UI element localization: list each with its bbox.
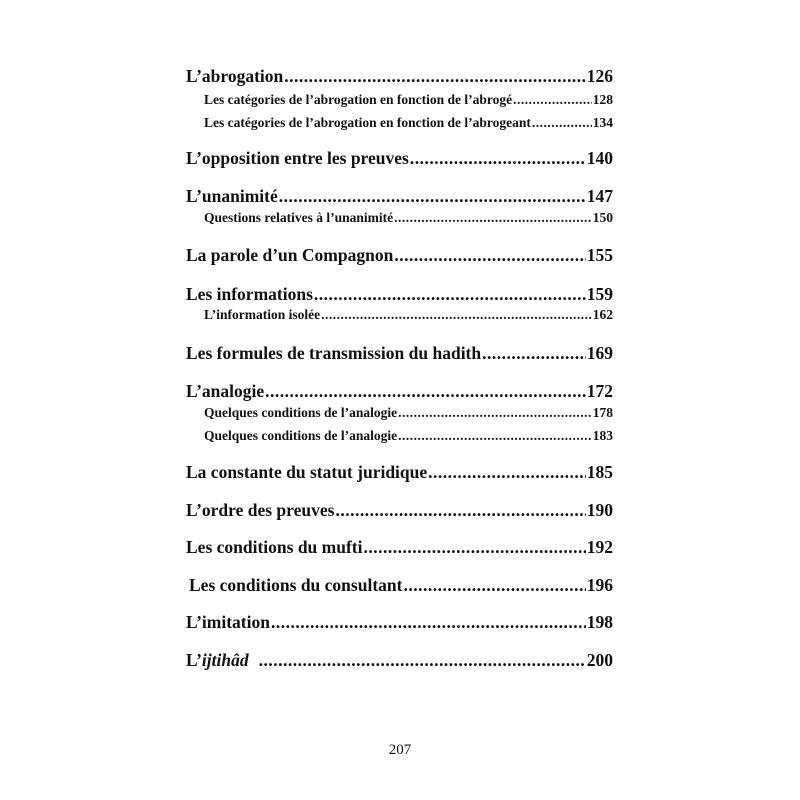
toc-entry-imitation bbox=[186, 612, 613, 633]
toc-entry-title: Les informations bbox=[186, 284, 313, 304]
toc-subentry-abrogation-abroge bbox=[204, 92, 613, 108]
toc-entry-title: L’unanimité bbox=[186, 186, 278, 206]
toc-entry-title: L’abrogation bbox=[186, 66, 284, 86]
toc-entry-title-prefix: L’ bbox=[186, 650, 202, 670]
toc-entry-opposition bbox=[186, 148, 613, 169]
toc-entry-page: 198 bbox=[586, 612, 613, 632]
toc-subentry-page: 128 bbox=[592, 92, 613, 107]
toc-entry-title: Les conditions du consultant bbox=[189, 575, 403, 595]
toc-entry-title: L’analogie bbox=[186, 381, 265, 401]
toc-entry-page: 126 bbox=[586, 66, 613, 86]
toc-entry-title: L’ordre des preuves bbox=[186, 500, 335, 520]
toc-entry-page: 190 bbox=[586, 500, 613, 520]
toc-entry-constante bbox=[186, 462, 613, 483]
dot-leader bbox=[410, 148, 586, 169]
dot-leader bbox=[394, 210, 592, 226]
toc-subentry-title: Quelques conditions de l’analogie bbox=[204, 405, 398, 420]
dot-leader bbox=[265, 381, 586, 402]
toc-subentry-title: Quelques conditions de l’analogie bbox=[204, 428, 398, 443]
toc-subentry-unanimite-questions bbox=[204, 210, 613, 226]
toc-entry-title-italic: ijtihâd bbox=[201, 650, 249, 670]
dot-leader bbox=[271, 612, 586, 633]
dot-leader bbox=[314, 284, 586, 305]
dot-leader bbox=[321, 307, 592, 323]
dot-leader bbox=[482, 343, 586, 364]
dot-leader bbox=[513, 92, 592, 108]
toc-entry-page: 196 bbox=[586, 575, 613, 595]
dot-leader bbox=[428, 462, 586, 483]
toc-subentry-title: Les catégories de l’abrogation en fonction de l’abrogeant bbox=[204, 115, 531, 130]
toc-entry-ordre bbox=[186, 500, 613, 521]
toc-subentry-page: 162 bbox=[592, 307, 613, 322]
dot-leader bbox=[284, 66, 586, 87]
toc-subentry-title: Les catégories de l’abrogation en fonction de l’abrogé bbox=[204, 92, 513, 107]
toc-subentry-analogie-conditions-2 bbox=[204, 428, 613, 444]
toc-entry-informations bbox=[186, 284, 613, 305]
toc-entry-title: Les formules de transmission du hadith bbox=[186, 343, 482, 363]
dot-leader bbox=[403, 575, 585, 596]
toc-entry-ijtihad bbox=[186, 650, 613, 671]
toc-entry-parole bbox=[186, 245, 613, 266]
toc-subentry-information-isolee bbox=[204, 307, 613, 323]
toc-entry-page: 159 bbox=[586, 284, 613, 304]
toc-entry-title: L’opposition entre les preuves bbox=[186, 148, 409, 168]
toc-entry-page: 147 bbox=[586, 186, 613, 206]
toc-entry-page: 155 bbox=[586, 245, 613, 265]
toc-subentry-title: Questions relatives à l’unanimité bbox=[204, 210, 394, 225]
toc-subentry-title: L’information isolée bbox=[204, 307, 321, 322]
toc-entry-page: 200 bbox=[586, 650, 613, 670]
toc-entry-title: La constante du statut juridique bbox=[186, 462, 428, 482]
toc-subentry-page: 150 bbox=[592, 210, 613, 225]
toc-entry-analogie bbox=[186, 381, 613, 402]
dot-leader bbox=[259, 650, 586, 671]
dot-leader bbox=[279, 186, 586, 207]
toc-entry-page: 185 bbox=[586, 462, 613, 482]
dot-leader bbox=[335, 500, 585, 521]
toc-entry-page: 169 bbox=[586, 343, 613, 363]
toc-subentry-analogie-conditions-1 bbox=[204, 405, 613, 421]
dot-leader bbox=[398, 428, 592, 444]
toc-entry-title bbox=[186, 650, 249, 671]
toc-entry-formules bbox=[186, 343, 613, 364]
toc-subentry-page: 178 bbox=[592, 405, 613, 420]
page-number: 207 bbox=[388, 742, 412, 758]
dot-leader bbox=[394, 245, 585, 266]
toc-entry-consultant bbox=[189, 575, 613, 596]
toc-entry-title: Les conditions du mufti bbox=[186, 537, 363, 557]
toc-entry-mufti bbox=[186, 537, 613, 558]
dot-leader bbox=[398, 405, 592, 421]
toc-entry-unanimite bbox=[186, 186, 613, 207]
toc-entry-abrogation bbox=[186, 66, 613, 87]
toc-subentry-page: 134 bbox=[592, 115, 613, 130]
toc-entry-page: 172 bbox=[586, 381, 613, 401]
toc-entry-title: L’imitation bbox=[186, 612, 270, 632]
toc-subentry-page: 183 bbox=[592, 428, 613, 443]
toc-entry-title: La parole d’un Compagnon bbox=[186, 245, 394, 265]
toc-entry-page: 140 bbox=[586, 148, 613, 168]
toc-entry-page: 192 bbox=[586, 537, 613, 557]
dot-leader bbox=[532, 115, 592, 131]
dot-leader bbox=[364, 537, 586, 558]
toc-subentry-abrogation-abrogeant bbox=[204, 115, 613, 131]
